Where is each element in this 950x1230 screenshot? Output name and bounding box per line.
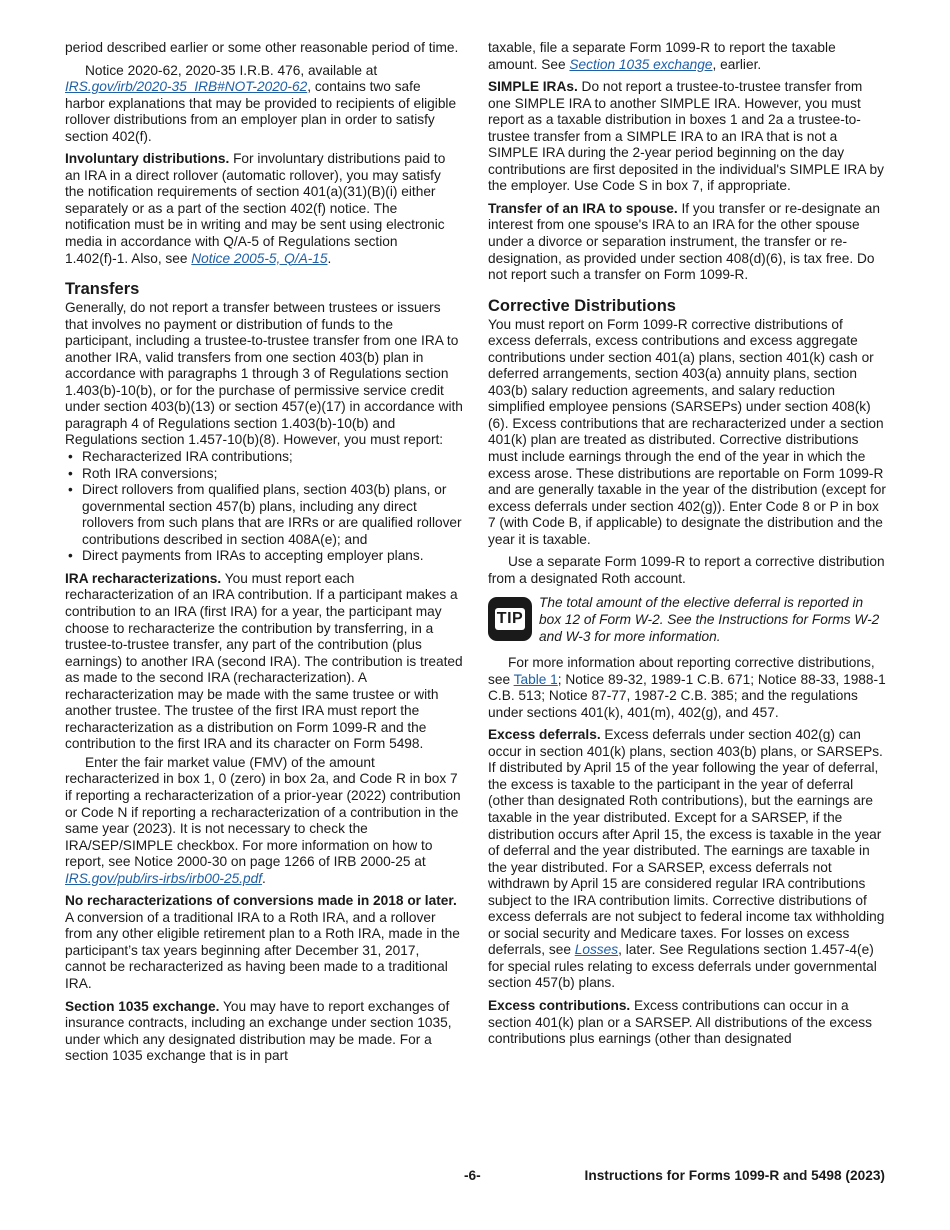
recharacterizations-lead: IRA recharacterizations. (65, 570, 222, 586)
spouse-text: If you transfer or re-designate an interest from one spouse's IRA to an IRA for the other spouse under a divorce or separation instrument, the transfer or re-designation, as provided under section 408(d)(6), is tax free. Do not report such a transfer on Form 1099-R. (488, 200, 881, 283)
notice-text-1: Notice 2020-62, 2020-35 I.R.B. 476, available at (85, 62, 378, 78)
involuntary-text-1: For involuntary distributions paid to an IRA in a direct rollover (automatic rollover), you may satisfy the notification requirements of section 401(a)(31)(B)(i) either separately or as a part of the section 402(f) notice. The notification must be in writing and may be sent using electronic media in accordance with Q/A-5 of Regulations section 1.402(f)-1. Also, see (65, 151, 446, 266)
paragraph-simple-iras (488, 79, 886, 195)
footer-title: Instructions for Forms 1099-R and 5498 (2023) (584, 1168, 885, 1183)
paragraph-1035-continued (488, 40, 886, 73)
tip-label: TIP (495, 608, 525, 630)
bullet-item: • Direct rollovers from qualified plans, section 403(b) plans, or governmental section 457(b) plans, including any direct rollovers from such plans that are IRRs or are qualified rollover contributions described in section 408A(e); and (65, 482, 463, 548)
more-info-text-1: For more information about reporting corrective distributions, see (488, 655, 875, 687)
paragraph-excess-contributions (488, 998, 886, 1048)
left-column (65, 40, 463, 1071)
more-info-text-2: ; Notice 89-32, 1989-1 C.B. 671; Notice 88-33, 1988-1 C.B. 513; Notice 87-77, 1987-2 C.B. 385; and the regulations under sections 401(k), 401(m), 402(g), and 457. (488, 671, 886, 720)
paragraph-section-1035 (65, 999, 463, 1065)
paragraph-corrective-distributions: You must report on Form 1099-R corrective distributions of excess deferrals, excess contributions and excess aggregate contributions under section 401(a) plans, section 401(k) cash or deferred arrangements, section 403(a) annuity plans, section 403(b) salary reduction agreements, and salary reduction simplified employee pensions (SARSEPs) under section 408(k)(6). Excess contributions that are recharacterized under a section 401(k) plan are treated as distributed. Corrective distributions must include earnings through the end of the year in which the excess arose. These distributions are reportable on Form 1099-R and are generally taxable in the year of the distribution (except for excess deferrals under section 402(g)). Enter Code 8 or P in box 7 (with Code B, if applicable) to designate the distribution and the year it is taxable. (488, 316, 886, 547)
simple-text: Do not report a trustee-to-trustee transfer from one SIMPLE IRA to another SIMPLE IRA. However, you must report as a taxable distribution in boxes 1 and 2a a trustee-to-trustee transfer from a SIMPLE IRA to an IRA that is not a SIMPLE IRA during the 2-year period beginning on the day contributions are first deposited in the individual's SIMPLE IRA by the employer. Use Code S in box 7, if appropriate. (488, 79, 884, 194)
paragraph-period: period described earlier or some other reasonable period of time. (65, 40, 459, 55)
paragraph-excess-deferrals (488, 727, 886, 992)
transfers-bullet-list (65, 449, 463, 565)
no-rechar-lead: No recharacterizations of conversions made in 2018 or later. (65, 893, 457, 909)
no-rechar-text: A conversion of a traditional IRA to a Roth IRA, and a rollover from any other eligible retirement plan to a Roth IRA, made in the participant’s tax years beginning after December 31, 2017, cannot be recharacterized as having been made to a traditional IRA. (65, 909, 460, 991)
involuntary-lead: Involuntary distributions. (65, 151, 230, 167)
fmv-text-2: . (262, 870, 266, 886)
excess-contrib-lead: Excess contributions. (488, 997, 631, 1013)
right-column (488, 40, 886, 1054)
link-irb-2020-35[interactable]: IRS.gov/irb/2020-35_IRB#NOT-2020-62 (65, 79, 308, 95)
heading-transfers: Transfers (65, 280, 140, 299)
paragraph-ira-recharacterizations (65, 571, 463, 753)
notice-text-2: , contains two safe harbor explanations that may be provided to recipients of eligible rollover distributions from an employer plan in order to satisfy section 402(f). (65, 79, 457, 144)
paragraph-involuntary-distributions (65, 151, 463, 267)
page-number: -6- (464, 1168, 481, 1183)
fmv-text-1: Enter the fair market value (FMV) of the amount recharacterized in box 1, 0 (zero) in box 2a, and Code R in box 7 if reporting a recharacterization of a prior-year (2022) contribution or Code N if reporting a recharacterization of a contribution in the same year (2023). It is not necessary to check the IRA/SEP/SIMPLE checkbox. For more information on how to report, see Notice 2000-30 on page 1266 of IRB 2000-25 at (65, 754, 461, 870)
link-notice-2005-5[interactable]: Notice 2005-5, Q/A-15 (191, 250, 328, 266)
tip-text: The total amount of the elective deferral is reported in box 12 of Form W-2. See the Instructions for Forms W-2 and W-3 for more information. (539, 595, 880, 644)
involuntary-text-2: . (327, 250, 332, 266)
excess-deferrals-lead: Excess deferrals. (488, 727, 601, 743)
paragraph-no-recharacterizations (65, 893, 463, 992)
link-losses[interactable]: Losses (574, 942, 619, 958)
excess-deferrals-text-1: Excess deferrals under section 402(g) can occur in section 401(k) plans, section 403(b) plans, or SARSEPs. If distributed by April 15 of the year following the year of deferral, the excess is taxable to the participant in the year of deferral (other than designated Roth contributions), but the earnings are taxable in the year distributed. Except for a SARSEP, if the distribution occurs after April 15, the excess is taxable in the year of deferral and the year distributed. The earnings are taxable in the year distributed. For a SARSEP, excess deferrals not withdrawn by April 15 are considered regular IRA contributions subject to the IRA contribution limits. Corrective distributions of excess deferrals are not subject to federal income tax withholding or social security and Medicare taxes. For losses on excess deferrals, see (488, 727, 885, 958)
bullet-item: • Roth IRA conversions; (65, 466, 463, 483)
sec1035-lead: Section 1035 exchange. (65, 998, 220, 1014)
excess-deferrals-text-2: , later. See Regulations section 1.457-4(e) for special rules relating to excess deferrals under governmental section 457(b) plans. (488, 942, 877, 991)
tip-box (488, 595, 886, 645)
cont-text-2: , earlier. (712, 56, 762, 72)
recharacterizations-text: You must report each recharacterization of an IRA contribution. If a participant makes a contribution to an IRA (first IRA) for a year, the participant may choose to recharacterize the contribution by transferring, in a trustee-to-trustee transfer, any part of the contribution (plus earnings) to another IRA (second IRA). The contribution is treated as made to the second IRA (recharacterization). A recharacterization may be made with the same trustee or with another trustee. The trustee of the first IRA must report the recharacterization as a distribution on Form 1099-R and the contribution to the first IRA and its character on Form 5498. (65, 570, 463, 752)
paragraph-separate-form: Use a separate Form 1099-R to report a corrective distribution from a designated Roth account. (488, 554, 885, 586)
bullet-item: • Recharacterized IRA contributions; (65, 449, 463, 466)
paragraph-transfers: Generally, do not report a transfer between trustees or issuers that involves no payment or distribution of funds to the participant, including a trustee-to-trustee transfer from one IRA to another IRA, valid transfers from one section 403(b) plan in accordance with paragraphs 1 through 3 of Regulations section 1.403(b)-10(b), or for the purchase of permissive service credit under section 403(b)(13) or section 457(e)(17) in accordance with paragraph 4 of Regulations section 1.403(b)-10(b) and Regulations section 1.457-10(b)(8). However, you must report: (65, 300, 463, 448)
tip-icon (488, 597, 532, 641)
paragraph-more-information (488, 655, 886, 721)
paragraph-notice-2020-62 (65, 63, 463, 146)
simple-lead: SIMPLE IRAs. (488, 79, 578, 95)
excess-contrib-text: Excess contributions can occur in a section 401(k) plan or a SARSEP. All distributions of the excess contributions plus earnings (other than designated (488, 997, 872, 1047)
link-irb00-25[interactable]: IRS.gov/pub/irs-irbs/irb00-25.pdf (65, 870, 263, 886)
cont-text-1: taxable, file a separate Form 1099-R to report the taxable amount. See (488, 40, 836, 72)
heading-corrective-distributions: Corrective Distributions (488, 296, 676, 315)
link-section-1035-exchange[interactable]: Section 1035 exchange (569, 56, 713, 72)
paragraph-fmv (65, 755, 463, 887)
sec1035-text: You may have to report exchanges of insurance contracts, including an exchange under section 1035, under which any designated distribution may be made. For a section 1035 exchange that is in part (65, 998, 452, 1064)
bullet-item: • Direct payments from IRAs to accepting employer plans. (65, 548, 463, 565)
link-table-1[interactable]: Table 1 (513, 671, 558, 687)
paragraph-transfer-to-spouse (488, 201, 886, 284)
spouse-lead: Transfer of an IRA to spouse. (488, 200, 678, 216)
